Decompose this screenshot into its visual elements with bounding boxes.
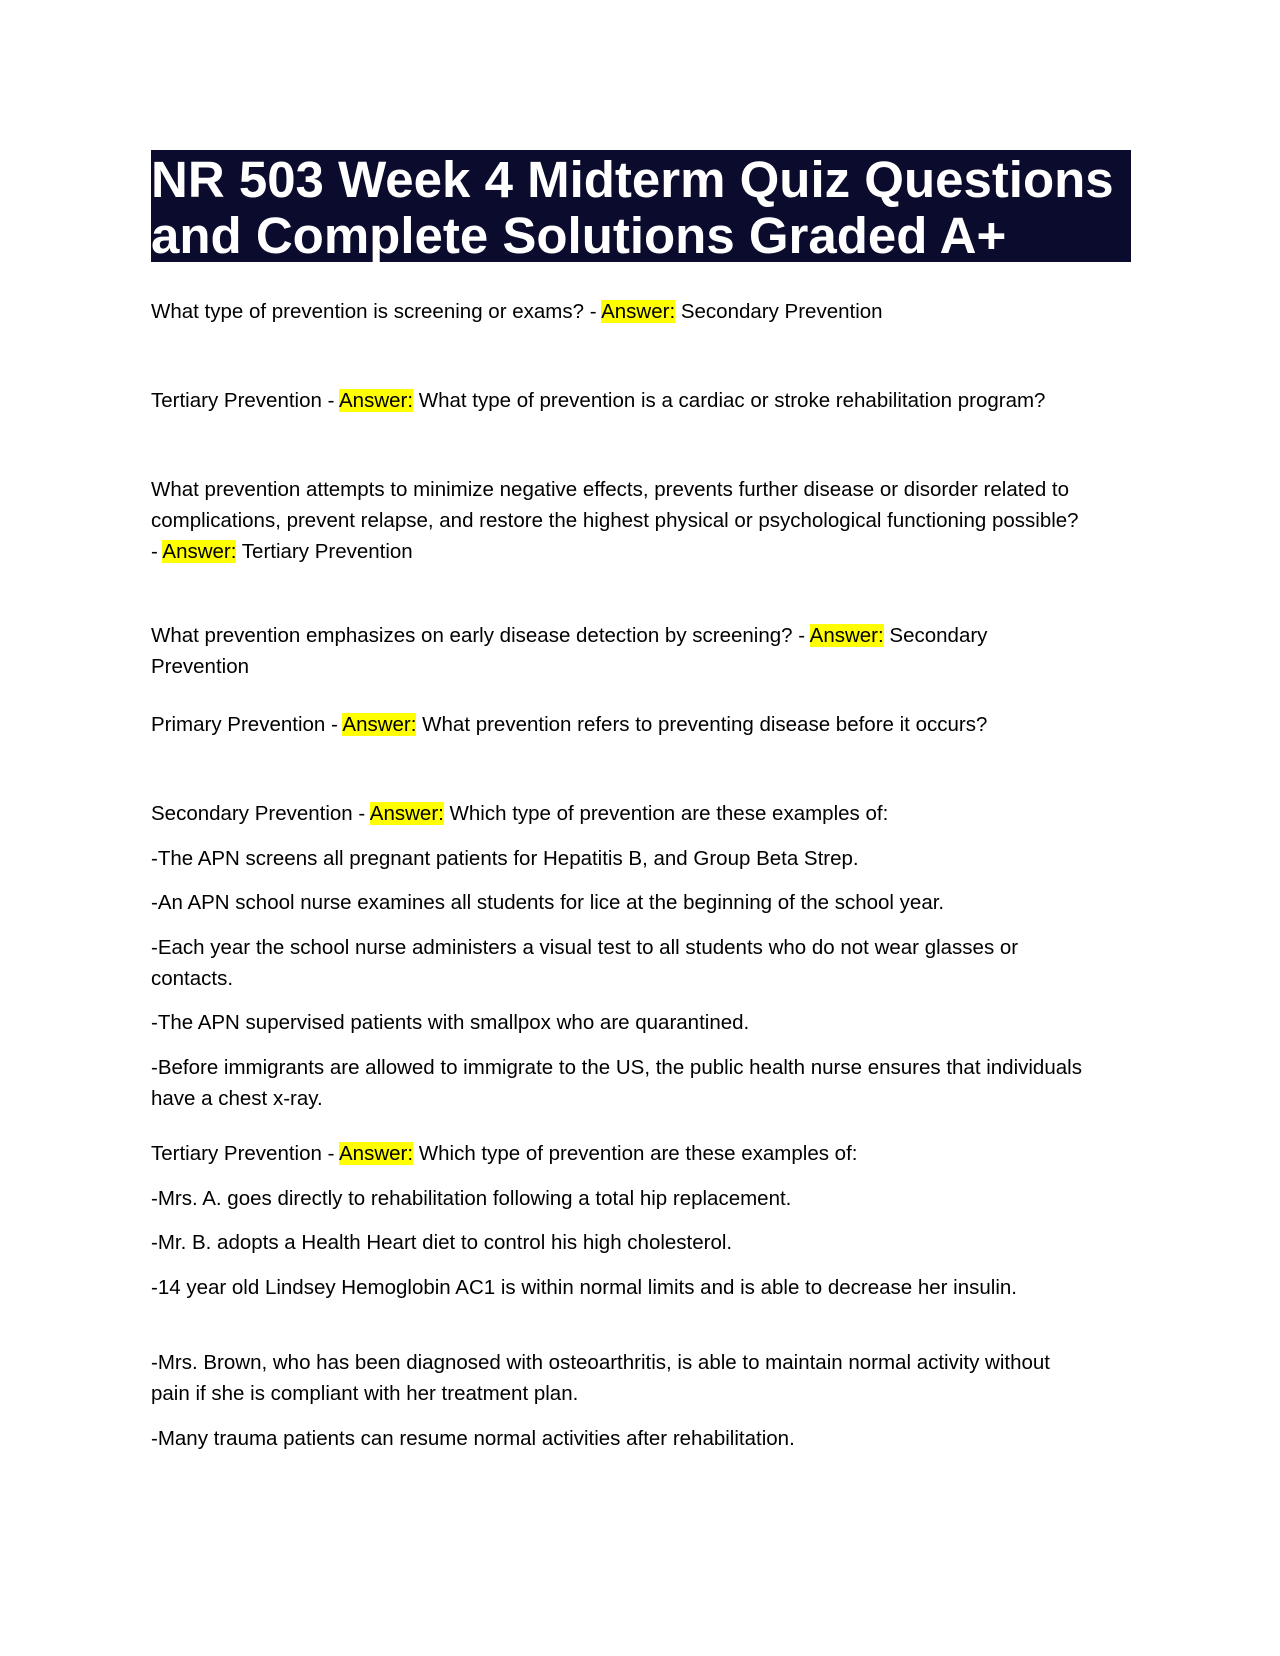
answer-highlight-label: Answer: [339, 389, 414, 412]
example-line: -The APN screens all pregnant patients for Hepatitis B, and Group Beta Strep. [151, 846, 859, 870]
answer-highlight-label: Answer: [809, 624, 884, 647]
example-line: -Mrs. A. goes directly to rehabilitation following a total hip replacement. [151, 1186, 792, 1210]
qa-text-before: What prevention emphasizes on early disease detection by screening? - [151, 624, 810, 647]
qa-text-before: What prevention attempts to minimize negative effects, prevents further disease or disorder related to complications, prevent relapse, and restore the highest physical or psychological functioning possible? - [151, 478, 1079, 563]
qa-text-after: What type of prevention is a cardiac or stroke rehabilitation program? [413, 389, 1046, 412]
qa-text-before: Tertiary Prevention - [151, 1142, 339, 1165]
example-line: -An APN school nurse examines all students for lice at the beginning of the school year. [151, 891, 945, 914]
answer-highlight-label: Answer: [601, 300, 676, 323]
qa-text-after: Secondary Prevention [675, 300, 883, 323]
qa-text-after: Which type of prevention are these examples of: [413, 1142, 858, 1165]
example-line: -Mrs. Brown, who has been diagnosed with osteoarthritis, is able to maintain normal activity without pain if she is compliant with her treatment plan. [151, 1351, 1051, 1405]
example-line: -The APN supervised patients with smallpox who are quarantined. [151, 1011, 750, 1034]
qa-item [151, 474, 1091, 567]
qa-text-before: Secondary Prevention - [151, 802, 370, 825]
example-line: -Before immigrants are allowed to immigrate to the US, the public health nurse ensures that individuals have a chest x-ray. [151, 1055, 1082, 1110]
qa-item [151, 1138, 1091, 1169]
qa-item [151, 385, 1091, 416]
qa-text-after: Tertiary Prevention [236, 540, 413, 563]
qa-text-after: What prevention refers to preventing disease before it occurs? [416, 713, 988, 736]
qa-text-after: Which type of prevention are these examples of: [443, 802, 889, 825]
qa-item [151, 620, 1091, 682]
example-line: -Mr. B. adopts a Health Heart diet to control his high cholesterol. [151, 1231, 733, 1254]
qa-item [151, 798, 1091, 829]
qa-text-before: What type of prevention is screening or exams? - [151, 300, 602, 323]
answer-highlight-label: Answer: [342, 713, 417, 736]
answer-highlight-label: Answer: [162, 540, 237, 563]
answer-highlight-label: Answer: [369, 802, 444, 825]
answer-highlight-label: Answer: [339, 1142, 414, 1165]
example-line: -Each year the school nurse administers a visual test to all students who do not wear glasses or contacts. [151, 935, 1019, 990]
document-title: NR 503 Week 4 Midterm Quiz Questions and Complete Solutions Graded A+ [151, 150, 1131, 262]
qa-text-before: Tertiary Prevention - [151, 389, 339, 412]
qa-item [151, 296, 1091, 327]
document-page [151, 150, 1131, 1450]
qa-item [151, 709, 1091, 740]
qa-text-after: Secondary Prevention [151, 624, 988, 678]
example-line: -Many trauma patients can resume normal activities after rehabilitation. [151, 1426, 795, 1450]
example-line: -14 year old Lindsey Hemoglobin AC1 is within normal limits and is able to decrease her insulin. [151, 1275, 1017, 1299]
qa-text-before: Primary Prevention - [151, 713, 343, 736]
